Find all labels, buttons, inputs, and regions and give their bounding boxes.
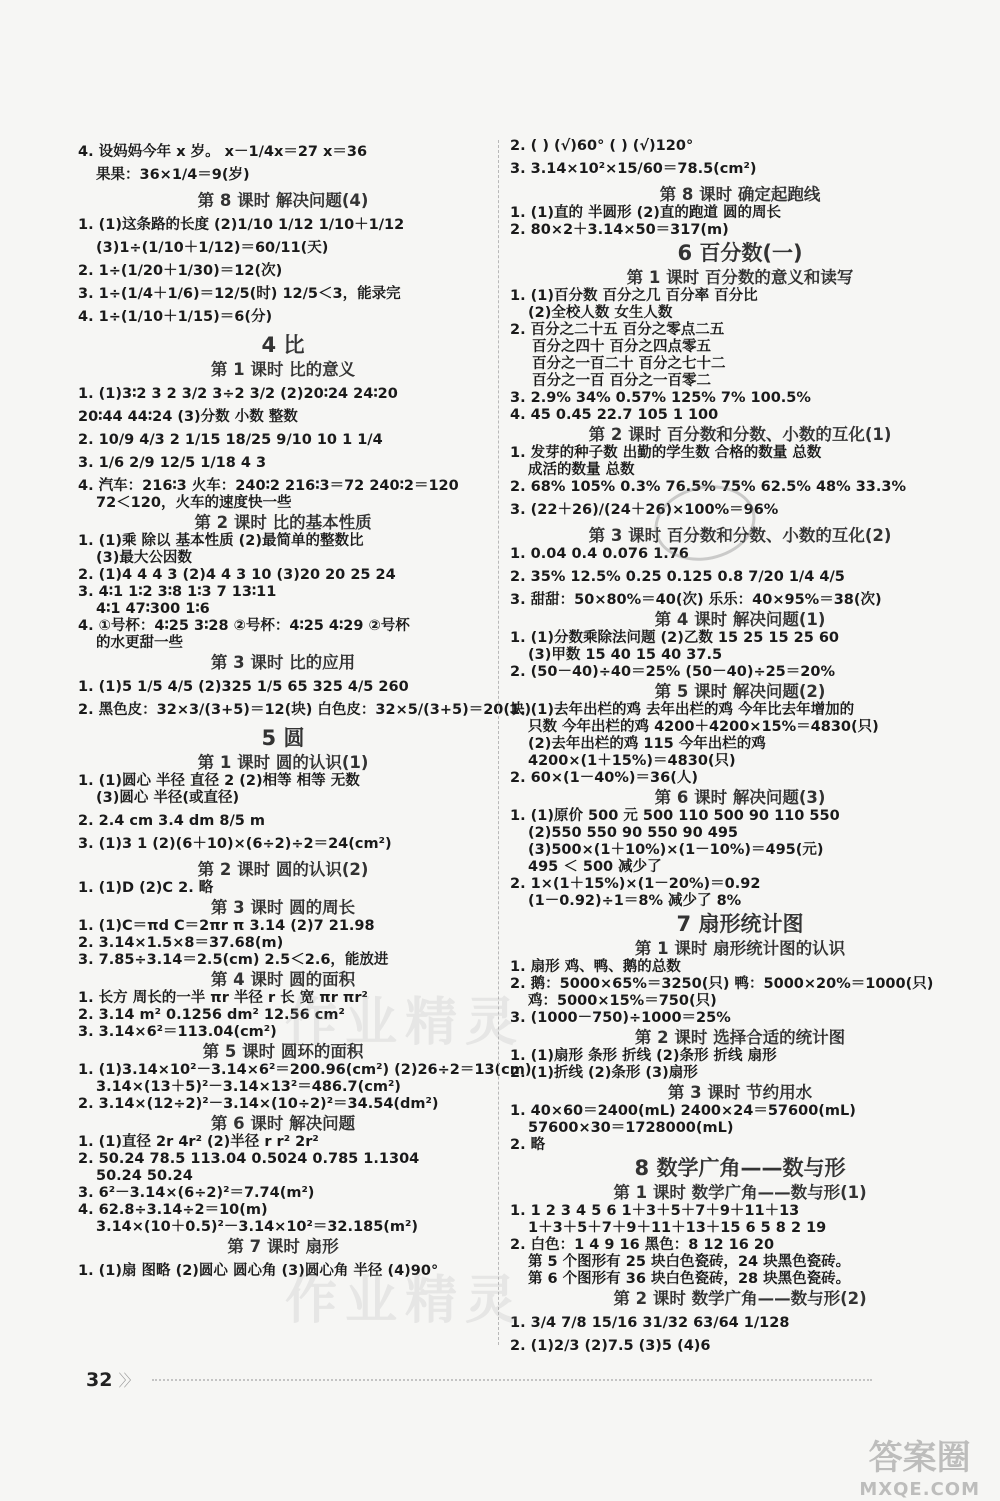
lesson-title: 第 5 课时 解决问题(2) <box>654 682 826 701</box>
answer-line: 2. 68% 105% 0.3% 76.5% 75% 62.5% 48% 33.3% <box>510 479 907 495</box>
answer-line: 1. (1)3∶2 3 2 3/2 3÷2 3/2 (2)20∶24 24∶20 <box>78 386 398 402</box>
answer-line: 1. (1)扇 图略 (2)圆心 圆心角 (3)圆心角 半径 (4)90° <box>78 1263 439 1279</box>
answer-line: 的水更甜一些 <box>96 635 183 651</box>
answer-line: 3. 1÷(1/4＋1/6)＝12/5(时) 12/5＜3，能录完 <box>78 286 401 302</box>
answer-line: 3. 6²－3.14×(6÷2)²＝7.74(m²) <box>78 1185 315 1201</box>
lesson-title: 第 3 课时 百分数和分数、小数的互化(2) <box>588 526 892 545</box>
answer-line: 1. (1)圆心 半径 直径 2 (2)相等 相等 无数 <box>78 773 360 789</box>
answer-line: 2. 35% 12.5% 0.25 0.125 0.8 7/20 1/4 4/5 <box>510 569 845 585</box>
answer-line: 2. 2.4 cm 3.4 dm 8/5 m <box>78 813 266 829</box>
answer-line: 1＋3＋5＋7＋9＋11＋13＋15 6 5 8 2 19 <box>528 1220 827 1236</box>
brand-name: 答案圈 <box>868 1438 971 1478</box>
lesson-title: 第 2 课时 圆的认识(2) <box>197 860 369 879</box>
chevron-right-icon: 〉〉 <box>118 1371 137 1390</box>
watermark: 作业精灵 <box>285 1271 526 1331</box>
answer-line: 3. (1000－750)÷1000＝25% <box>510 1010 731 1026</box>
footer-dotted-rule <box>152 1378 872 1381</box>
answer-line: 2. 3.14×(12÷2)²－3.14×(10÷2)²＝34.54(dm²) <box>78 1096 439 1112</box>
answer-line: 2. 50.24 78.5 113.04 0.5024 0.785 1.1304 <box>78 1151 420 1167</box>
answer-line: 72＜120，火车的速度快一些 <box>96 495 292 511</box>
lesson-title: 第 3 课时 圆的周长 <box>210 898 356 917</box>
answer-line: 1. 长方 周长的一半 πr 半径 r 长 宽 πr πr² <box>78 990 368 1006</box>
unit-heading: 5 圆 <box>261 726 305 750</box>
answer-line: 2. 百分之二十五 百分之零点二五 <box>510 322 725 338</box>
answer-line: 3. 3.14×10²×15/60＝78.5(cm²) <box>510 161 757 177</box>
answer-line: 鸡：5000×15%＝750(只) <box>528 993 717 1009</box>
answer-line: 2. 3.14×1.5×8＝37.68(m) <box>78 935 284 951</box>
answer-line: (2)全校人数 女生人数 <box>528 305 673 321</box>
brand-logo <box>859 1430 980 1501</box>
lesson-title: 第 3 课时 节约用水 <box>667 1083 813 1102</box>
answer-line: 果果：36×1/4＝9(岁) <box>96 167 250 183</box>
answer-line: 1. 40×60＝2400(mL) 2400×24＝57600(mL) <box>510 1103 856 1119</box>
answer-line: 2. 80×2＋3.14×50＝317(m) <box>510 222 729 238</box>
answer-line: 3. 4∶1 1∶2 3∶8 1∶3 7 13∶11 <box>78 584 277 600</box>
lesson-title: 第 8 课时 解决问题(4) <box>197 191 369 210</box>
answer-line: 3. (22＋26)/(24＋26)×100%＝96% <box>510 502 779 518</box>
answer-line: 2. 3.14 m² 0.1256 dm² 12.56 cm² <box>78 1007 345 1023</box>
page-number: 32 <box>86 1368 113 1391</box>
lesson-title: 第 4 课时 圆的面积 <box>210 970 356 989</box>
answer-line: 2. (1)折线 (2)条形 (3)扇形 <box>510 1065 698 1081</box>
answer-line: 3.14×(13＋5)²－3.14×13²＝486.7(cm²) <box>96 1079 401 1095</box>
lesson-title: 第 3 课时 比的应用 <box>210 653 356 672</box>
answer-line: 成活的数量 总数 <box>528 462 635 478</box>
answer-line: 4∶1 47∶300 1∶6 <box>96 601 210 617</box>
answer-line: 1. 1 2 3 4 5 6 1＋3＋5＋7＋9＋11＋13 <box>510 1203 800 1219</box>
answer-line: 第 5 个图形有 25 块白色瓷砖，24 块黑色瓷砖。 <box>528 1254 851 1270</box>
page-footer <box>86 1368 872 1391</box>
answer-line: 2. 略 <box>510 1137 546 1153</box>
answer-line: 4. ①号杯：4∶25 3∶28 ②号杯：4∶25 4∶29 ②号杯 <box>78 618 410 634</box>
answer-line: 只数 今年出栏的鸡 4200＋4200×15%＝4830(只) <box>528 719 879 735</box>
answer-line: 2. 1×(1＋15%)×(1－20%)＝0.92 <box>510 876 761 892</box>
answer-line: 4. 62.8÷3.14÷2＝10(m) <box>78 1202 268 1218</box>
answer-line: 20∶44 44∶24 (3)分数 小数 整数 <box>78 409 298 425</box>
answer-line: 4. 45 0.45 22.7 105 1 100 <box>510 407 719 423</box>
answer-line: 1. (1)分数乘除法问题 (2)乙数 15 25 15 25 60 <box>510 630 840 646</box>
answer-line: (3)最大公因数 <box>96 550 192 566</box>
answer-line: 2. 1÷(1/20＋1/30)＝12(次) <box>78 263 283 279</box>
answer-line: 3. 甜甜：50×80%＝40(次) 乐乐：40×95%＝38(次) <box>510 592 882 608</box>
answer-line: (3)甲数 15 40 15 40 37.5 <box>528 647 723 663</box>
answer-line: 50.24 50.24 <box>96 1168 193 1184</box>
lesson-title: 第 1 课时 百分数的意义和读写 <box>626 268 854 287</box>
answer-line: 3. 7.85÷3.14＝2.5(cm) 2.5＜2.6，能放进 <box>78 952 389 968</box>
answer-line: 2. (1)2/3 (2)7.5 (3)5 (4)6 <box>510 1338 711 1354</box>
answer-line: 百分之一百二十 百分之七十二 <box>532 356 726 372</box>
right-column <box>510 138 970 1361</box>
lesson-title: 第 1 课时 圆的认识(1) <box>197 753 369 772</box>
answer-line: 1. (1)乘 除以 基本性质 (2)最简单的整数比 <box>78 533 364 549</box>
unit-heading: 6 百分数(一) <box>677 241 803 265</box>
answer-line: 第 6 个图形有 36 块白色瓷砖，28 块黑色瓷砖。 <box>528 1271 851 1287</box>
lesson-title: 第 6 课时 解决问题 <box>210 1114 356 1133</box>
answer-line: 2. ( ) (√)60° ( ) (√)120° <box>510 138 694 154</box>
answer-line: (1－0.92)÷1＝8% 减少了 8% <box>528 893 742 909</box>
answer-line: 3.14×(10＋0.5)²－3.14×10²＝32.185(m²) <box>96 1219 419 1235</box>
answer-line: 1. (1)直的 半圆形 (2)直的跑道 圆的周长 <box>510 205 781 221</box>
answer-line: 3. 1/6 2/9 12/5 1/18 4 3 <box>78 455 267 471</box>
answer-line: 2. (50－40)÷40＝25% (50－40)÷25＝20% <box>510 664 835 680</box>
lesson-title: 第 2 课时 百分数和分数、小数的互化(1) <box>588 425 892 444</box>
answer-line: 1. (1)D (2)C 2. 略 <box>78 880 214 896</box>
answer-line: 百分之一百 百分之一百零二 <box>532 373 712 389</box>
answer-line: 1. 3/4 7/8 15/16 31/32 63/64 1/128 <box>510 1315 790 1331</box>
answer-line: (3)500×(1＋10%)×(1－10%)＝495(元) <box>528 842 824 858</box>
answer-line: (3)圆心 半径(或直径) <box>96 790 240 806</box>
answer-line: 3. (1)3 1 (2)(6＋10)×(6÷2)÷2＝24(cm²) <box>78 836 392 852</box>
lesson-title: 第 5 课时 圆环的面积 <box>202 1042 364 1061</box>
answer-line: 1. (1)5 1/5 4/5 (2)325 1/5 65 325 4/5 260 <box>78 679 409 695</box>
answer-line: 4200×(1＋15%)＝4830(只) <box>528 753 736 769</box>
unit-heading: 4 比 <box>261 333 305 357</box>
answer-line: 2. (1)4 4 4 3 (2)4 4 3 10 (3)20 20 25 24 <box>78 567 396 583</box>
answer-line: 2. 10/9 4/3 2 1/15 18/25 9/10 10 1 1/4 <box>78 432 383 448</box>
answer-line: (2)去年出栏的鸡 115 今年出栏的鸡 <box>528 736 766 752</box>
answer-line: 百分之四十 百分之四点零五 <box>532 339 712 355</box>
watermark: 作业精灵 <box>285 993 526 1053</box>
answer-line: (2)550 550 90 550 90 495 <box>528 825 739 841</box>
lesson-title: 第 2 课时 数学广角——数与形(2) <box>613 1289 867 1308</box>
answer-line: 2. 黑色皮：32×3/(3+5)＝12(块) 白色皮：32×5/(3+5)＝20(块) <box>78 702 532 718</box>
answer-line: 3. 2.9% 34% 0.57% 125% 7% 100.5% <box>510 390 811 406</box>
answer-line: 4. 1÷(1/10＋1/15)＝6(分) <box>78 309 273 325</box>
lesson-title: 第 4 课时 解决问题(1) <box>654 610 826 629</box>
lesson-title: 第 2 课时 选择合适的统计图 <box>634 1028 846 1047</box>
lesson-title: 第 2 课时 比的基本性质 <box>194 513 372 532</box>
answer-line: 1. 扇形 鸡、鸭、鹅的总数 <box>510 959 681 975</box>
answer-line: 1. (1)扇形 条形 折线 (2)条形 折线 扇形 <box>510 1048 777 1064</box>
answer-line: 1. (1)C＝πd C＝2πr π 3.14 (2)7 21.98 <box>78 918 375 934</box>
answer-line: 2. 鹅：5000×65%＝3250(只) 鸭：5000×20%＝1000(只) <box>510 976 934 992</box>
answer-line: 4. 汽车：216∶3 火车：240∶2 216∶3＝72 240∶2＝120 <box>78 478 459 494</box>
lesson-title: 第 6 课时 解决问题(3) <box>654 788 826 807</box>
unit-heading: 8 数学广角——数与形 <box>634 1156 846 1180</box>
answer-line: 1. 发芽的种子数 出勤的学生数 合格的数量 总数 <box>510 445 822 461</box>
answer-line: 1. (1)3.14×10²－3.14×6²＝200.96(cm²) (2)26÷2＝13(cm) <box>78 1062 532 1078</box>
answer-line: 1. 0.04 0.4 0.076 1.76 <box>510 546 689 562</box>
answer-line: 1. (1)原价 500 元 500 110 500 90 110 550 <box>510 808 840 824</box>
lesson-title: 第 8 课时 确定起跑线 <box>659 185 821 204</box>
answer-line: 2. 60×(1－40%)＝36(人) <box>510 770 698 786</box>
answer-line: 4. 设妈妈今年 x 岁。 x－1/4x＝27 x＝36 <box>78 144 368 160</box>
answer-line: 2. 白色：1 4 9 16 黑色：8 12 16 20 <box>510 1237 775 1253</box>
left-column <box>78 138 532 1286</box>
answer-line: 1. (1)去年出栏的鸡 去年出栏的鸡 今年比去年增加的 <box>510 702 855 718</box>
unit-heading: 7 扇形统计图 <box>676 912 804 936</box>
answer-line: 57600×30＝1728000(mL) <box>528 1120 734 1136</box>
answer-line: 3. 3.14×6²＝113.04(cm²) <box>78 1024 277 1040</box>
lesson-title: 第 1 课时 扇形统计图的认识 <box>634 939 846 958</box>
brand-domain: MXQE.COM <box>859 1479 980 1500</box>
answer-line: 1. (1)这条路的长度 (2)1/10 1/12 1/10＋1/12 <box>78 217 405 233</box>
lesson-title: 第 1 课时 数学广角——数与形(1) <box>613 1183 867 1202</box>
lesson-title: 第 7 课时 扇形 <box>227 1237 339 1256</box>
answer-line: 495 ＜ 500 减少了 <box>528 859 662 875</box>
answer-line: 1. (1)百分数 百分之几 百分率 百分比 <box>510 288 758 304</box>
answer-line: (3)1÷(1/10＋1/12)＝60/11(天) <box>96 240 329 256</box>
lesson-title: 第 1 课时 比的意义 <box>210 360 356 379</box>
column-divider <box>498 140 499 1345</box>
answer-line: 1. (1)直径 2r 4r² (2)半径 r r² 2r² <box>78 1134 319 1150</box>
